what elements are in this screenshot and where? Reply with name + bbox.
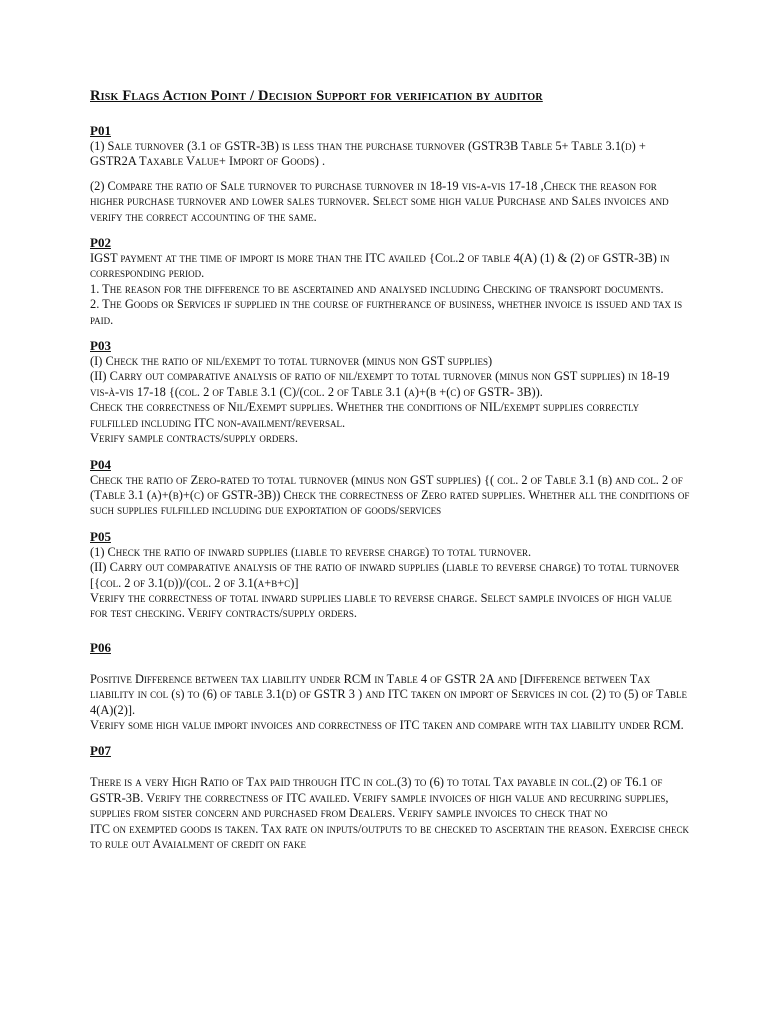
paragraph: Verify the correctness of total inward supplies liable to reverse charge. Select sample invoices of high value for test checking. Verify contracts/supply orders. [90, 590, 672, 621]
paragraph: (I) Check the ratio of nil/exempt to total turnover (minus non GST supplies) [90, 354, 493, 369]
paragraph: 2. The Goods or Services if supplied in the course of furtherance of business, whether invoice is issued and tax is paid. [90, 297, 683, 327]
paragraph: ITC on exempted goods is taken. Tax rate on inputs/outputs to be checked to ascertain the reason. Exercise check to rule out Avaialment of credit on fake [90, 821, 689, 851]
section-heading: P01 [90, 123, 111, 138]
paragraph: (II) Carry out comparative analysis of the ratio of inward supplies (liable to reverse charge) to total turnover [{col. 2 of 3.1(d))/(col. 2 of 3.1(a+b+c)] [90, 560, 680, 590]
paragraph: Check the correctness of Nil/Exempt supplies. Whether the conditions of NIL/exempt supplies correctly fulfilled including ITC non-availment/reversal. [90, 400, 640, 430]
section-heading: P07 [90, 743, 111, 759]
paragraph: There is a very High Ratio of Tax paid through ITC in col.(3) to (6) to total Tax payable in col.(2) of T6.1 of GSTR-3B. Verify the correctness of ITC availed. Verify sample invoices of high value and recurring supplies, supplies from sister concern and purchased from Dealers. Verify sample invoices to check that no [90, 775, 669, 821]
section-heading: P06 [90, 639, 111, 655]
section-heading: P03 [90, 338, 111, 354]
section-heading: P04 [90, 456, 111, 472]
paragraph: Positive Difference between tax liability under RCM in Table 4 of GSTR 2A and [Difference between Tax liability in col (s) to (6) of table 3.1(d) of GSTR 3 ) and ITC taken on import of Services in col (2) to (5) of Table 4(A)(2)]. [90, 671, 688, 717]
document-title: Risk Flags Action Point / Decision Support for verification by auditor [90, 88, 543, 104]
section-p01 [90, 123, 690, 225]
section-p02 [90, 235, 690, 328]
paragraph: 1. The reason for the difference to be ascertained and analysed including Checking of transport documents. [90, 281, 664, 296]
section-p07 [90, 743, 690, 852]
section-p05 [90, 529, 690, 622]
paragraph: (1) Check the ratio of inward supplies (liable to reverse charge) to total turnover. [90, 544, 532, 559]
paragraph: (II) Carry out comparative analysis of ratio of nil/exempt to total turnover (minus non GST supplies) in 18-19 vis-à-vis 17-18 {(col. 2 of Table 3.1 (C)/(col. 2 of Table 3.1 (a)+(b +(c) of GSTR- 3B)). [90, 369, 670, 399]
document-body [90, 86, 690, 862]
paragraph: (2) Compare the ratio of Sale turnover to purchase turnover in 18-19 vis-a-vis 17-18 ,Check the reason for higher purchase turnover and lower sales turnover. Select some high value Purchase and Sales invoices and verify the correct accounting of the same. [90, 178, 669, 224]
section-p03 [90, 338, 690, 446]
paragraph: IGST payment at the time of import is more than the ITC availed {Col.2 of table 4(A) (1) & (2) of GSTR-3B) in corresponding period. [90, 251, 670, 281]
paragraph: Verify sample contracts/supply orders. [90, 431, 298, 446]
paragraph: Check the ratio of Zero-rated to total turnover (minus non GST supplies) {( col. 2 of Table 3.1 (b) and col. 2 of (Table 3.1 (a)+(b)+(c) of GSTR-3B)) Check the correctness of Zero rated supplies. Whether all the conditions of such supplies fulfilled including due exportation of goods/services [90, 472, 690, 518]
section-p04 [90, 457, 690, 519]
paragraph: Verify some high value import invoices and correctness of ITC taken and compare with tax liability under RCM. [90, 717, 684, 732]
section-p06 [90, 640, 690, 734]
section-heading: P02 [90, 235, 111, 251]
section-heading: P05 [90, 528, 111, 544]
paragraph: (1) Sale turnover (3.1 of GSTR-3B) is less than the purchase turnover (GSTR3B Table 5+ Table 3.1(d) + GSTR2A Taxable Value+ Import of Goods) . [90, 139, 646, 169]
